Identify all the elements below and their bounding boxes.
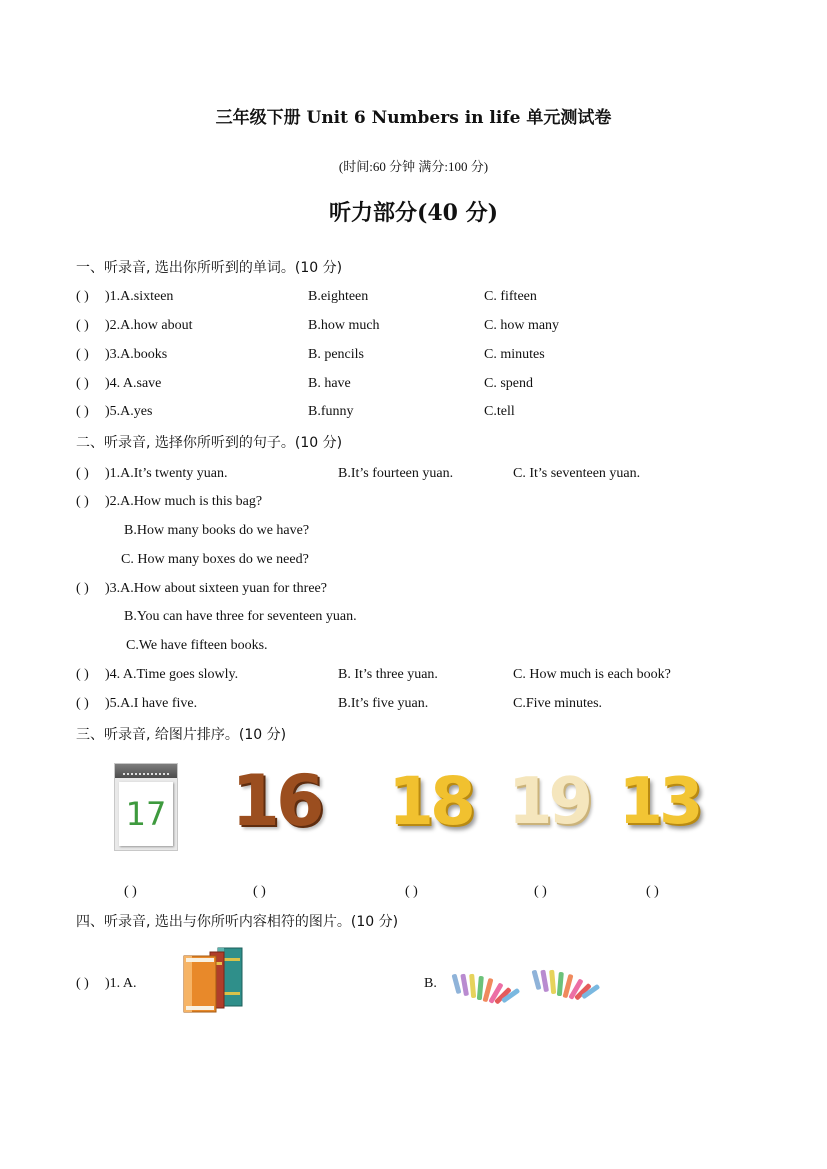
s2-q3-option-c: C.We have fifteen books. [126, 638, 268, 653]
s1-q2-option-c: C. how many [484, 318, 560, 333]
crayon-group-right [531, 970, 600, 1001]
s1-q2-option-a: )2.A.how about [105, 318, 193, 333]
s1-q4-option-c: C. spend [484, 376, 533, 391]
book-orange [184, 956, 216, 1012]
books-picture [180, 944, 264, 1016]
page-title: 三年级下册 Unit 6 Numbers in life 单元测试卷 [215, 108, 612, 128]
answer-blank[interactable]: ( ) [76, 494, 89, 509]
answer-blank[interactable]: ( ) [76, 404, 89, 419]
section1-heading: 一、听录音, 选出你所听到的单词。(10 分) [76, 260, 343, 276]
answer-blank[interactable]: ( ) [76, 318, 89, 333]
s2-q2-option-a: )2.A.How much is this bag? [105, 494, 263, 509]
crayon-group-left [451, 974, 520, 1005]
answer-blank[interactable]: ( ) [76, 466, 89, 481]
s4-option-b-label: B. [424, 976, 437, 991]
order-blank[interactable]: ( ) [646, 884, 659, 899]
section2-heading: 二、听录音, 选择你所听到的句子。(10 分) [76, 435, 343, 451]
s1-q4-option-b: B. have [308, 376, 351, 391]
order-blank[interactable]: ( ) [124, 884, 137, 899]
answer-blank[interactable]: ( ) [76, 696, 89, 711]
number-18-picture: 18 [388, 763, 472, 840]
s1-q5-option-c: C.tell [484, 404, 515, 419]
answer-blank[interactable]: ( ) [76, 581, 89, 596]
section3-heading: 三、听录音, 给图片排序。(10 分) [76, 727, 287, 743]
s1-q1-option-a: )1.A.sixteen [105, 289, 174, 304]
s1-q5-option-a: )5.A.yes [105, 404, 153, 419]
calendar-17-picture [114, 763, 178, 851]
answer-blank[interactable]: ( ) [76, 376, 89, 391]
calendar-number: 17 [119, 782, 173, 846]
s2-q1-option-b: B.It’s fourteen yuan. [338, 466, 454, 481]
crayons-picture [450, 964, 610, 1008]
part-heading: 听力部分(40 分) [328, 200, 499, 226]
order-blank[interactable]: ( ) [405, 884, 418, 899]
s2-q4-option-b: B. It’s three yuan. [338, 667, 438, 682]
s2-q5-option-a: )5.A.I have five. [105, 696, 198, 711]
order-blank[interactable]: ( ) [534, 884, 547, 899]
s1-q5-option-b: B.funny [308, 404, 354, 419]
s2-q5-option-c: C.Five minutes. [513, 696, 603, 711]
s1-q1-option-b: B.eighteen [308, 289, 369, 304]
number-13-picture: 13 [618, 765, 700, 839]
section4-heading: 四、听录音, 选出与你所听内容相符的图片。(10 分) [76, 914, 399, 930]
s2-q2-option-b: B.How many books do we have? [124, 523, 310, 538]
s2-q2-option-c: C. How many boxes do we need? [121, 552, 309, 567]
s1-q3-option-c: C. minutes [484, 347, 545, 362]
calendar-rings [123, 767, 169, 775]
s2-q3-option-a: )3.A.How about sixteen yuan for three? [105, 581, 327, 596]
answer-blank[interactable]: ( ) [76, 289, 89, 304]
s4-q1-label: )1. A. [105, 976, 137, 991]
exam-info: (时间:60 分钟 满分:100 分) [338, 159, 489, 174]
s2-q5-option-b: B.It’s five yuan. [338, 696, 429, 711]
number-16-picture: 16 [231, 760, 321, 842]
s1-q3-option-b: B. pencils [308, 347, 364, 362]
s2-q1-option-a: )1.A.It’s twenty yuan. [105, 466, 228, 481]
s2-q4-option-a: )4. A.Time goes slowly. [105, 667, 239, 682]
s2-q4-option-c: C. How much is each book? [513, 667, 671, 682]
number-19-picture: 19 [508, 765, 590, 839]
order-blank[interactable]: ( ) [253, 884, 266, 899]
s2-q1-option-c: C. It’s seventeen yuan. [513, 466, 641, 481]
answer-blank[interactable]: ( ) [76, 347, 89, 362]
s2-q3-option-b: B.You can have three for seventeen yuan. [124, 609, 357, 624]
answer-blank[interactable]: ( ) [76, 976, 89, 991]
answer-blank[interactable]: ( ) [76, 667, 89, 682]
s1-q1-option-c: C. fifteen [484, 289, 537, 304]
s1-q3-option-a: )3.A.books [105, 347, 168, 362]
s1-q2-option-b: B.how much [308, 318, 380, 333]
s1-q4-option-a: )4. A.save [105, 376, 162, 391]
